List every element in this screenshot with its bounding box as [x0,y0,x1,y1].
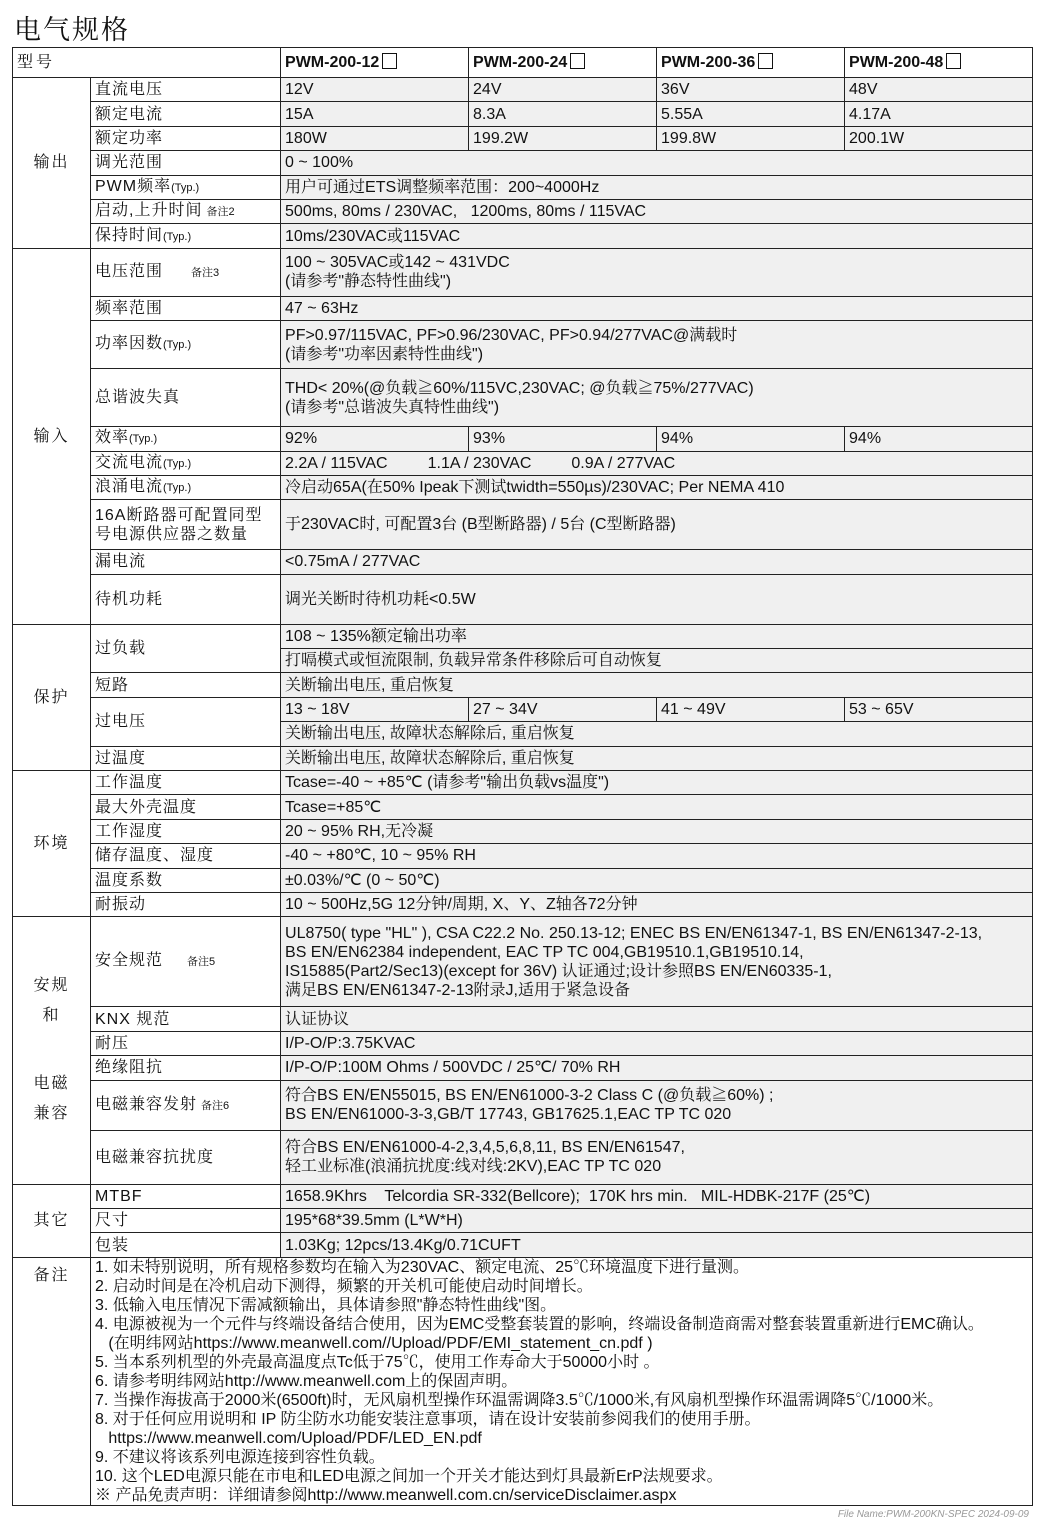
cell: 53 ~ 65V [845,697,1033,721]
cell: 8.3A [469,102,657,126]
checkbox-icon [946,53,961,69]
cell: 199.2W [469,126,657,150]
cell: 108 ~ 135%额定输出功率 [281,624,1033,648]
label-dimension: 尺寸 [91,1208,281,1232]
row-dimension [13,1208,1033,1232]
row-freq-range [13,296,1033,320]
label-standby: 待机功耗 [91,574,281,624]
row-mtbf [13,1184,1033,1208]
cell: 认证协议 [281,1007,1033,1031]
label-pwm-freq: PWM频率(Typ.) [91,175,281,199]
note-item: ※ 产品免责声明：详细请参阅http://www.meanwell.com.cn/serviceDisclaimer.aspx [95,1486,677,1504]
cell: 27 ~ 34V [469,697,657,721]
cell: 关断输出电压, 重启恢复 [281,673,1033,697]
note-item: 4. 电源被视为一个元件与终端设备结合使用，因为EMC受整套装置的影响，终端设备制造商需对整套装置重新进行EMC确认。 [95,1315,984,1333]
row-ac-current [13,451,1033,475]
cell: <0.75mA / 277VAC [281,550,1033,574]
cell: 15A [281,102,469,126]
notes-list [91,1257,1033,1505]
cell: 10 ~ 500Hz,5G 12分钟/周期, X、Y、Z轴各72分钟 [281,892,1033,916]
row-knx [13,1007,1033,1031]
row-ovp-1 [13,697,1033,721]
cell: 冷启动65A(在50% Ipeak下测试twidth=550µs)/230VAC; Per NEMA 410 [281,475,1033,499]
row-power-factor [13,321,1033,369]
cell: 10ms/230VAC或115VAC [281,224,1033,248]
cell: 94% [845,427,1033,451]
cell: 36V [657,78,845,102]
row-pwm-freq [13,175,1033,199]
row-overload-1 [13,624,1033,648]
cell: 195*68*39.5mm (L*W*H) [281,1208,1033,1232]
cell: THD< 20%(@负载≧60%/115VC,230VAC; @负载≧75%/277VAC) (请参考"总谐波失真特性曲线") [281,369,1033,427]
cell: 5.55A [657,102,845,126]
cell: 13 ~ 18V [281,697,469,721]
row-emc-immunity [13,1130,1033,1184]
cell: 1658.9Khrs Telcordia SR-332(Bellcore); 170K hrs min. MIL-HDBK-217F (25℃) [281,1184,1033,1208]
cell: 12V [281,78,469,102]
row-efficiency [13,427,1033,451]
label-storage: 储存温度、湿度 [91,844,281,868]
label-ac-current: 交流电流(Typ.) [91,451,281,475]
cell: Tcase=-40 ~ +85℃ (请参考"输出负载vs温度") [281,771,1033,795]
cell: Tcase=+85℃ [281,795,1033,819]
label-breaker: 16A断路器可配置同型 号电源供应器之数量 [91,500,281,550]
row-standby [13,574,1033,624]
label-safety-standards: 安全规范 备注5 [91,917,281,1007]
note-item: https://www.meanwell.com/Upload/PDF/LED_EN.pdf [95,1429,482,1447]
cell: 94% [657,427,845,451]
note-item: 9. 不建议将该系列电源连接到容性负载。 [95,1448,385,1466]
cell: 180W [281,126,469,150]
cell: 20 ~ 95% RH,无冷凝 [281,819,1033,843]
label-dc-voltage: 直流电压 [91,78,281,102]
label-power-factor: 功率因数(Typ.) [91,321,281,369]
note-item: (在明纬网站https://www.meanwell.com//Upload/PDF/EMI_statement_cn.pdf ) [95,1334,653,1352]
row-leakage [13,550,1033,574]
row-thd [13,369,1033,427]
cell: I/P-O/P:3.75KVAC [281,1031,1033,1055]
row-rated-current [13,102,1033,126]
cell: 100 ~ 305VAC或142 ~ 431VDC (请参考"静态特性曲线") [281,248,1033,296]
label-isolation: 绝缘阻抗 [91,1056,281,1080]
row-vibration [13,892,1033,916]
row-humidity [13,819,1033,843]
cell: 47 ~ 63Hz [281,296,1033,320]
note-item: 7. 当操作海拔高于2000米(6500ft)时，无风扇机型操作环温需调降3.5℃/1000米,有风扇机型操作环温需调降5℃/1000米。 [95,1391,944,1409]
note-item: 1. 如未特别说明，所有规格参数均在输入为230VAC、额定电流、25℃环境温度下进行量测。 [95,1258,749,1276]
cell: 1.03Kg; 12pcs/13.4Kg/0.71CUFT [281,1233,1033,1257]
row-emc-emission [13,1080,1033,1130]
note-item: 10. 这个LED电源只能在市电和LED电源之间加一个开关才能达到灯具最新ErP法规要求。 [95,1467,723,1485]
label-rated-power: 额定功率 [91,126,281,150]
section-output: 输出 [13,78,91,249]
label-packing: 包装 [91,1233,281,1257]
row-isolation [13,1056,1033,1080]
label-knx: KNX 规范 [91,1007,281,1031]
label-efficiency: 效率(Typ.) [91,427,281,451]
label-max-case: 最大外壳温度 [91,795,281,819]
checkbox-icon [758,53,773,69]
row-rise-time [13,199,1033,223]
label-vibration: 耐振动 [91,892,281,916]
label-work-temp: 工作温度 [91,771,281,795]
note-item: 8. 对于任何应用说明和 IP 防尘防水功能安装注意事项，请在设计安装前参阅我们的使用手册。 [95,1410,761,1428]
cell: PF>0.97/115VAC, PF>0.96/230VAC, PF>0.94/277VAC@满载时 (请参考"功率因素特性曲线") [281,321,1033,369]
cell: 200.1W [845,126,1033,150]
cell: 4.17A [845,102,1033,126]
label-inrush: 浪涌电流(Typ.) [91,475,281,499]
cell: I/P-O/P:100M Ohms / 500VDC / 25℃/ 70% RH [281,1056,1033,1080]
label-short: 短路 [91,673,281,697]
row-temp-coef [13,868,1033,892]
model-36: PWM-200-36 [657,48,845,78]
row-storage [13,844,1033,868]
row-voltage-range [13,248,1033,296]
cell: 24V [469,78,657,102]
cell: -40 ~ +80℃, 10 ~ 95% RH [281,844,1033,868]
checkbox-icon [570,53,585,69]
file-footer: File Name:PWM-200KN-SPEC 2024-09-09 [837,1509,1029,1520]
section-others: 其它 [13,1184,91,1257]
label-rise-time: 启动,上升时间 备注2 [91,199,281,223]
row-dimming [13,151,1033,175]
label-voltage-range: 电压范围 备注3 [91,248,281,296]
note-item: 5. 当本系列机型的外壳最高温度点Tc低于75℃，使用工作寿命大于50000小时 。 [95,1353,660,1371]
row-safety-standards [13,917,1033,1007]
row-short [13,673,1033,697]
section-safety-emc: 安规 和 电磁 兼容 [13,917,91,1184]
spec-table [12,47,1033,1506]
section-protection: 保护 [13,624,91,770]
section-input: 输入 [13,248,91,624]
label-overload: 过负载 [91,624,281,673]
cell: 199.8W [657,126,845,150]
checkbox-icon [382,53,397,69]
row-breaker [13,500,1033,550]
row-work-temp [13,771,1033,795]
cell: 关断输出电压, 故障状态解除后, 重启恢复 [281,746,1033,770]
model-24: PWM-200-24 [469,48,657,78]
label-otp: 过温度 [91,746,281,770]
cell: 0 ~ 100% [281,151,1033,175]
cell: 500ms, 80ms / 230VAC, 1200ms, 80ms / 115VAC [281,199,1033,223]
cell: 48V [845,78,1033,102]
label-rated-current: 额定电流 [91,102,281,126]
label-ovp: 过电压 [91,697,281,746]
note-item: 3. 低输入电压情况下需减额输出，具体请参照"静态特性曲线"图。 [95,1296,557,1314]
cell: 93% [469,427,657,451]
model-header-row [13,48,1033,78]
label-mtbf: MTBF [91,1184,281,1208]
model-12: PWM-200-12 [281,48,469,78]
label-hold-time: 保持时间(Typ.) [91,224,281,248]
model-label: 型号 [13,48,281,78]
label-emc-emission: 电磁兼容发射 备注6 [91,1080,281,1130]
label-freq-range: 频率范围 [91,296,281,320]
row-packing [13,1233,1033,1257]
cell: 打嗝模式或恒流限制, 负载异常条件移除后可自动恢复 [281,649,1033,673]
page-title: 电气规格 [14,15,130,46]
label-humidity: 工作湿度 [91,819,281,843]
cell: 调光关断时待机功耗<0.5W [281,574,1033,624]
row-otp [13,746,1033,770]
cell: 92% [281,427,469,451]
cell: 2.2A / 115VAC 1.1A / 230VAC 0.9A / 277VAC [281,451,1033,475]
row-max-case [13,795,1033,819]
cell: ±0.03%/℃ (0 ~ 50℃) [281,868,1033,892]
row-withstand [13,1031,1033,1055]
note-item: 6. 请参考明纬网站http://www.meanwell.com上的保固声明。 [95,1372,518,1390]
row-notes [13,1257,1033,1505]
cell: 符合BS EN/EN61000-4-2,3,4,5,6,8,11, BS EN/EN61547, 轻工业标准(浪涌抗扰度:线对线:2KV),EAC TP TC 020 [281,1130,1033,1184]
row-hold-time [13,224,1033,248]
section-environment: 环境 [13,771,91,917]
label-temp-coef: 温度系数 [91,868,281,892]
cell: 符合BS EN/EN55015, BS EN/EN61000-3-2 Class C (@负载≧60%) ; BS EN/EN61000-3-3,GB/T 17743, GB17625.1,EAC TP TC 020 [281,1080,1033,1130]
cell: UL8750( type "HL" ), CSA C22.2 No. 250.13-12; ENEC BS EN/EN61347-1, BS EN/EN61347-2-13, BS EN/EN62384 independent, EAC TP TC 004,GB19510.1,GB19510.14, IS15885(Part2/Sec13)(except for 36V) 认证通过;设计参照BS EN/EN60335-1, 满足BS EN/EN61347-2-13附录J,适用于紧急设备 [281,917,1033,1007]
model-48: PWM-200-48 [845,48,1033,78]
label-dimming: 调光范围 [91,151,281,175]
label-thd: 总谐波失真 [91,369,281,427]
cell: 关断输出电压, 故障状态解除后, 重启恢复 [281,722,1033,746]
cell: 用户可通过ETS调整频率范围：200~4000Hz [281,175,1033,199]
label-leakage: 漏电流 [91,550,281,574]
row-rated-power [13,126,1033,150]
cell: 于230VAC时, 可配置3台 (B型断路器) / 5台 (C型断路器) [281,500,1033,550]
row-dc-voltage [13,78,1033,102]
note-item: 2. 启动时间是在冷机启动下测得，频繁的开关机可能使启动时间增长。 [95,1277,593,1295]
label-withstand: 耐压 [91,1031,281,1055]
label-emc-immunity: 电磁兼容抗扰度 [91,1130,281,1184]
section-notes: 备注 [13,1257,91,1505]
cell: 41 ~ 49V [657,697,845,721]
row-inrush [13,475,1033,499]
